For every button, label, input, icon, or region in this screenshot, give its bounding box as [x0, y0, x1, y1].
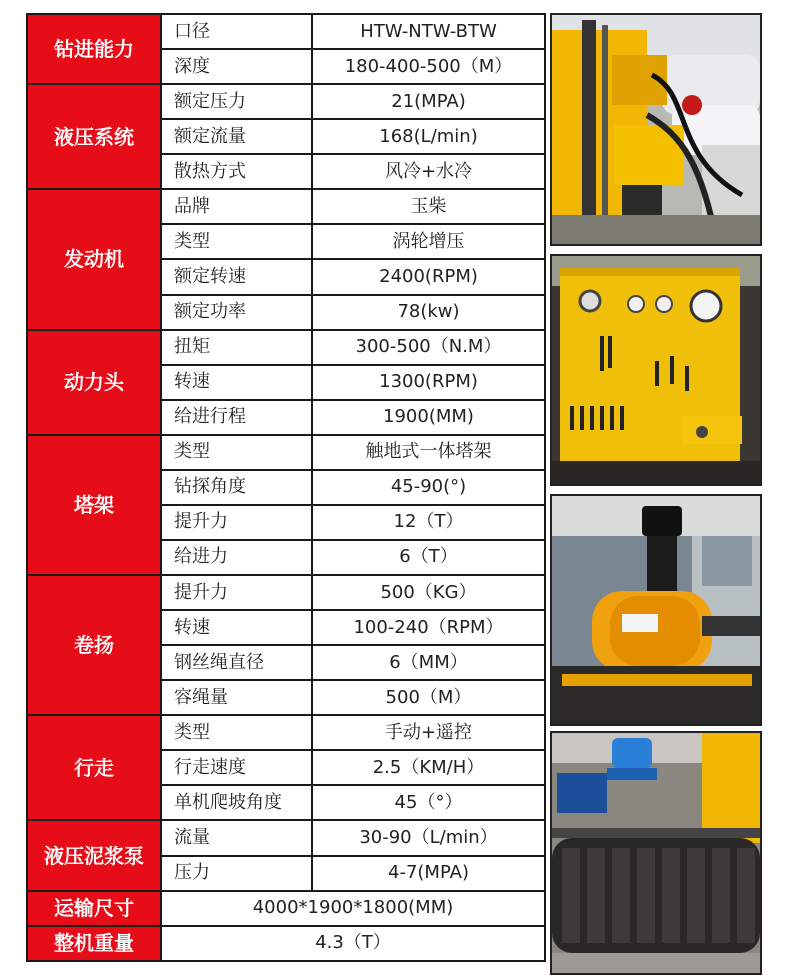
param-cell: 扭矩 — [161, 330, 312, 365]
value-cell: 168(L/min) — [312, 119, 545, 154]
table-row — [27, 330, 545, 365]
value-cell: 6（MM） — [312, 645, 545, 680]
value-cell: 1900(MM) — [312, 400, 545, 435]
param-cell: 类型 — [161, 715, 312, 750]
value-cell: 500（KG） — [312, 575, 545, 610]
param-cell: 深度 — [161, 49, 312, 84]
value-cell: 触地式一体塔架 — [312, 435, 545, 470]
param-cell: 流量 — [161, 820, 312, 855]
value-cell: 玉柴 — [312, 189, 545, 224]
value-cell: 6（T） — [312, 540, 545, 575]
table-row — [27, 435, 545, 470]
crawler-track-photo — [550, 731, 762, 975]
value-cell: 100-240（RPM） — [312, 610, 545, 645]
param-cell: 钻探角度 — [161, 470, 312, 505]
param-cell: 给进行程 — [161, 400, 312, 435]
param-cell: 额定功率 — [161, 295, 312, 330]
param-cell: 散热方式 — [161, 154, 312, 189]
table-row — [27, 575, 545, 610]
param-cell: 钢丝绳直径 — [161, 645, 312, 680]
table-row — [27, 891, 545, 926]
value-cell: 4000*1900*1800(MM) — [161, 891, 545, 926]
category-cell: 运输尺寸 — [27, 891, 161, 926]
category-cell: 行走 — [27, 715, 161, 820]
table-row — [27, 189, 545, 224]
param-cell: 类型 — [161, 224, 312, 259]
category-cell: 钻进能力 — [27, 14, 161, 84]
value-cell: 风冷+水冷 — [312, 154, 545, 189]
category-cell: 液压系统 — [27, 84, 161, 189]
param-cell: 单机爬坡角度 — [161, 785, 312, 820]
engine-air-filter-photo — [550, 494, 762, 726]
value-cell: 180-400-500（M） — [312, 49, 545, 84]
value-cell: 300-500（N.M） — [312, 330, 545, 365]
table-row — [27, 715, 545, 750]
param-cell: 转速 — [161, 365, 312, 400]
category-cell: 整机重量 — [27, 926, 161, 961]
drill-mast-photo — [550, 13, 762, 246]
value-cell: 2400(RPM) — [312, 259, 545, 294]
value-cell: 78(kw) — [312, 295, 545, 330]
param-cell: 品牌 — [161, 189, 312, 224]
category-cell: 塔架 — [27, 435, 161, 575]
value-cell: 4.3（T） — [161, 926, 545, 961]
value-cell: 2.5（KM/H） — [312, 750, 545, 785]
param-cell: 给进力 — [161, 540, 312, 575]
spec-table — [26, 13, 546, 962]
category-cell: 卷扬 — [27, 575, 161, 715]
value-cell: 21(MPA) — [312, 84, 545, 119]
param-cell: 容绳量 — [161, 680, 312, 715]
param-cell: 额定转速 — [161, 259, 312, 294]
param-cell: 压力 — [161, 856, 312, 891]
param-cell: 提升力 — [161, 505, 312, 540]
value-cell: HTW-NTW-BTW — [312, 14, 545, 49]
param-cell: 类型 — [161, 435, 312, 470]
value-cell: 手动+遥控 — [312, 715, 545, 750]
value-cell: 30-90（L/min） — [312, 820, 545, 855]
param-cell: 行走速度 — [161, 750, 312, 785]
value-cell: 4-7(MPA) — [312, 856, 545, 891]
value-cell: 12（T） — [312, 505, 545, 540]
value-cell: 500（M） — [312, 680, 545, 715]
value-cell: 45（°） — [312, 785, 545, 820]
value-cell: 涡轮增压 — [312, 224, 545, 259]
param-cell: 额定压力 — [161, 84, 312, 119]
control-panel-photo — [550, 254, 762, 486]
table-row — [27, 926, 545, 961]
value-cell: 45-90(°) — [312, 470, 545, 505]
category-cell: 发动机 — [27, 189, 161, 329]
category-cell: 液压泥浆泵 — [27, 820, 161, 890]
table-row — [27, 14, 545, 49]
param-cell: 口径 — [161, 14, 312, 49]
value-cell: 1300(RPM) — [312, 365, 545, 400]
param-cell: 转速 — [161, 610, 312, 645]
param-cell: 提升力 — [161, 575, 312, 610]
category-cell: 动力头 — [27, 330, 161, 435]
table-row — [27, 820, 545, 855]
param-cell: 额定流量 — [161, 119, 312, 154]
table-row — [27, 84, 545, 119]
